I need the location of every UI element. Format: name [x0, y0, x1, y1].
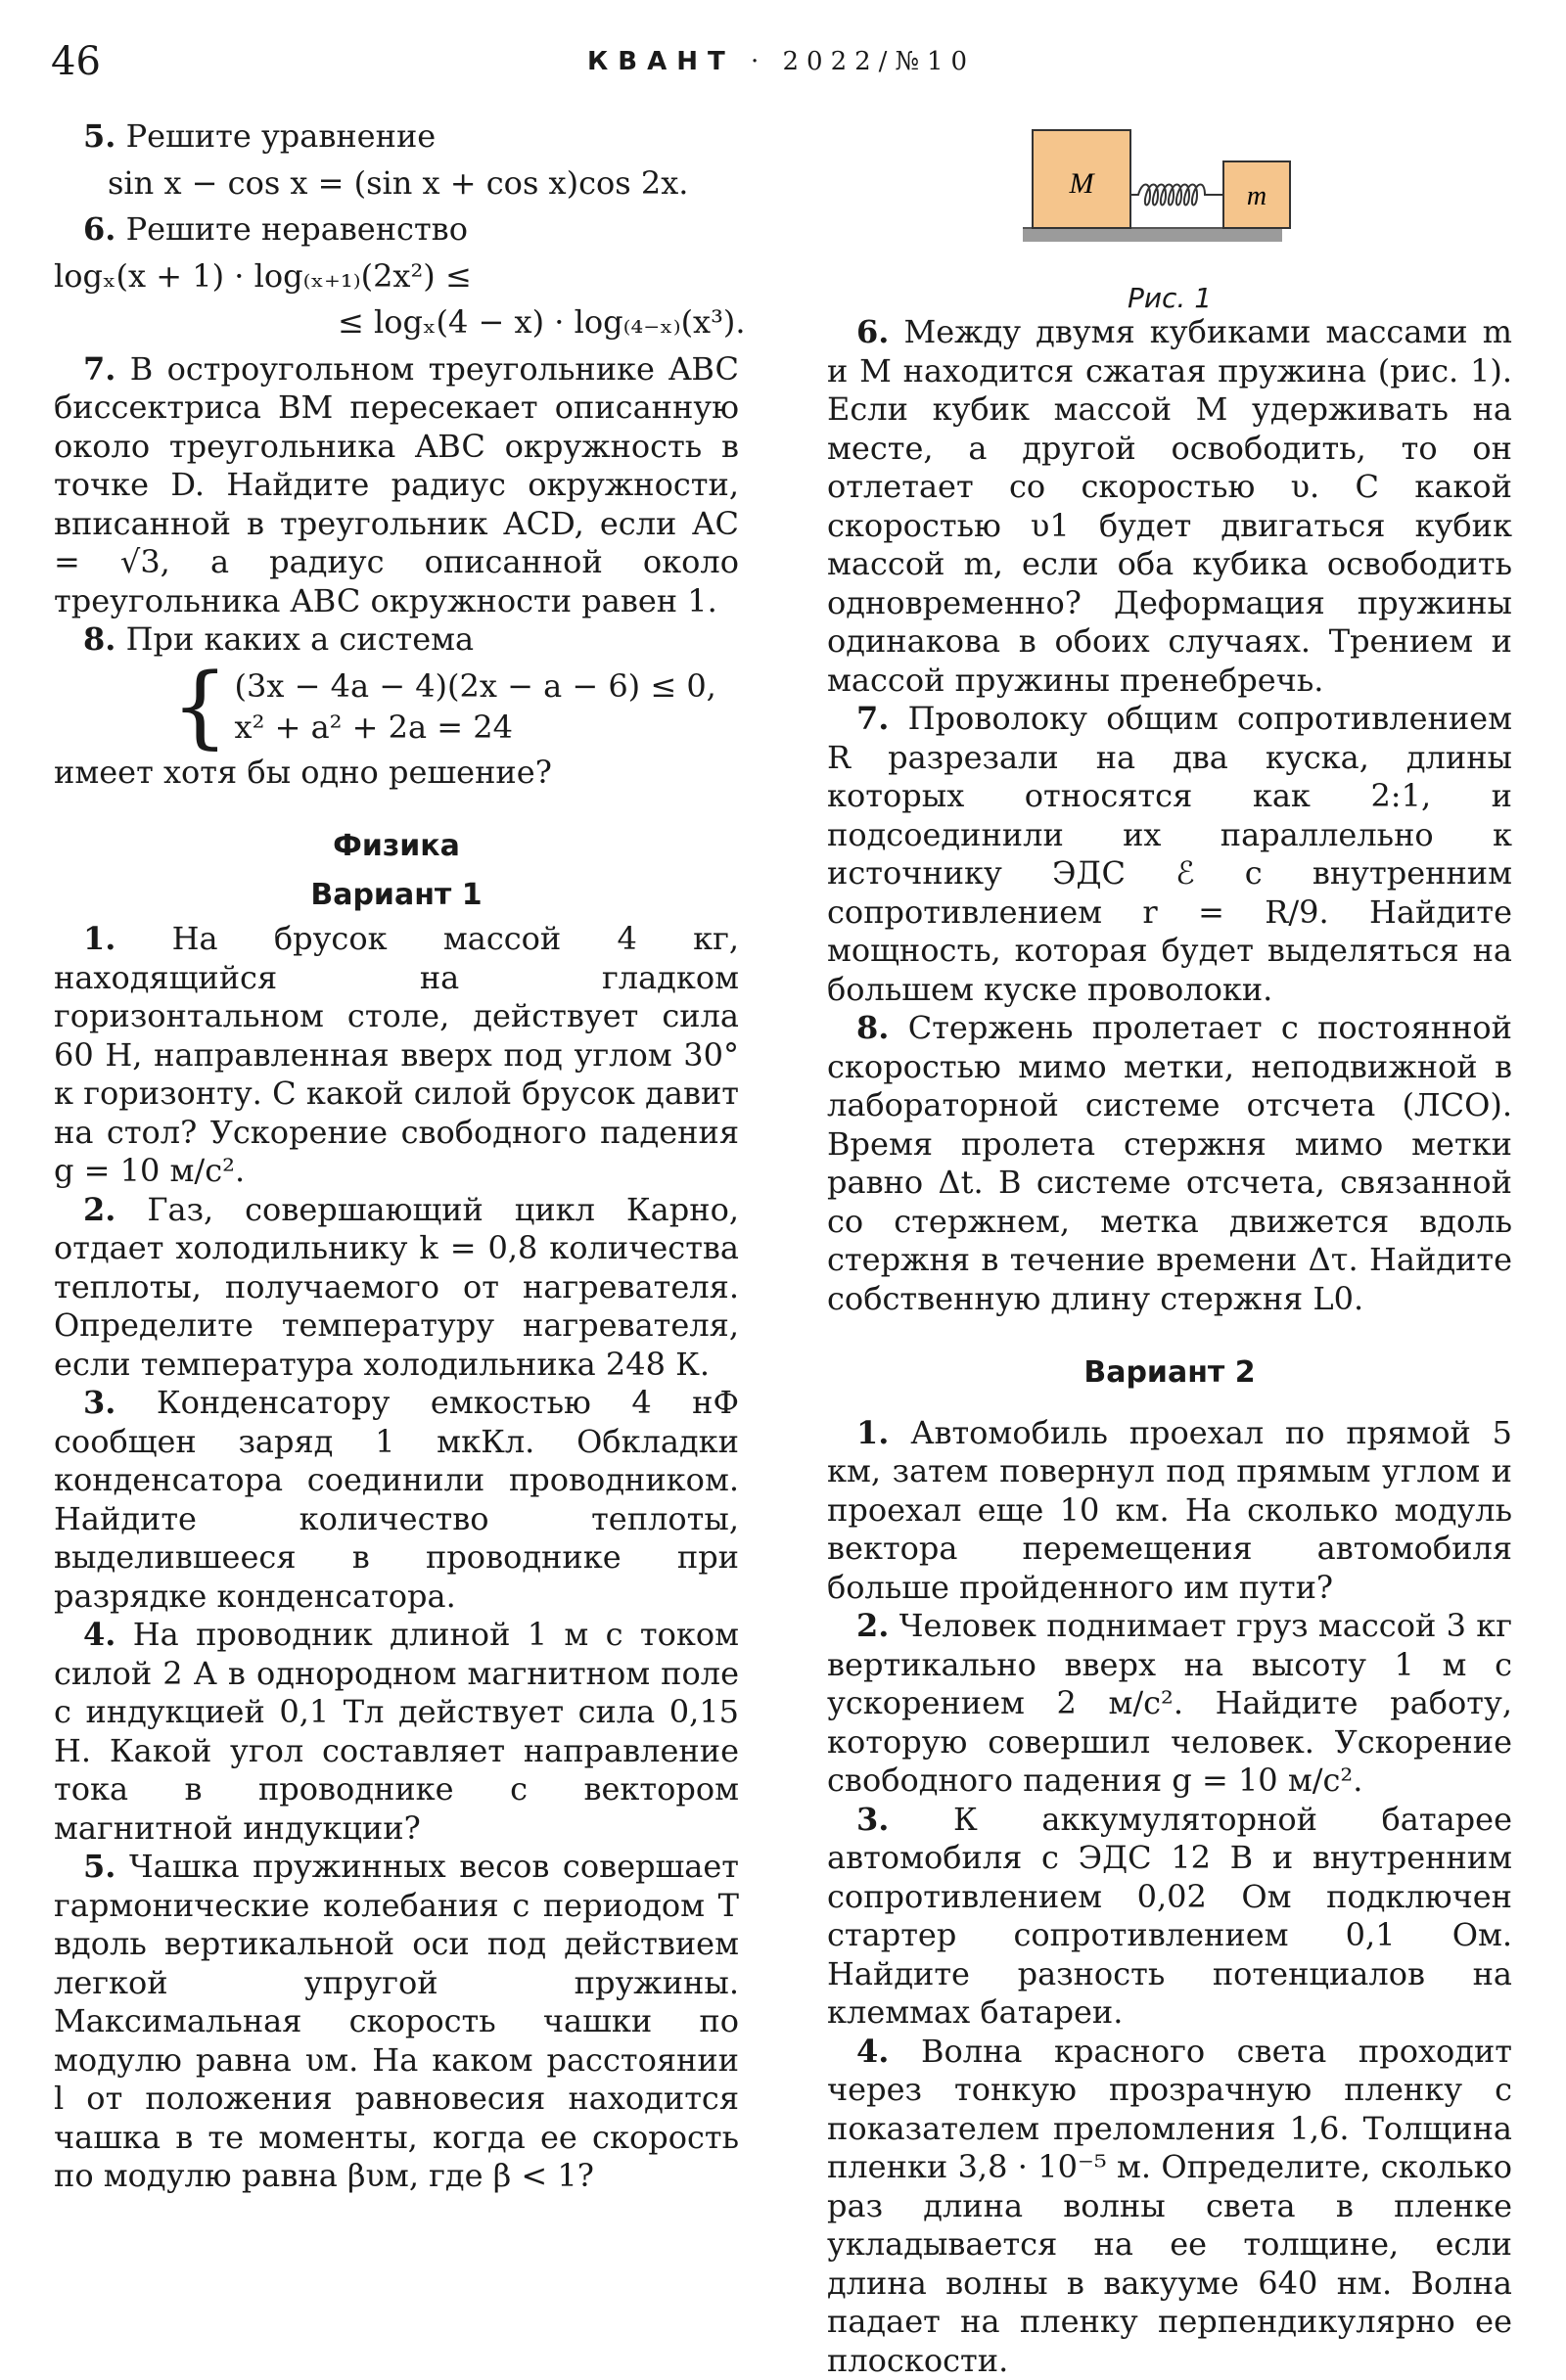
figure-caption: Рис. 1 [827, 279, 1512, 318]
system-of-equations [171, 665, 739, 748]
problem-number: 5. [83, 1848, 115, 1885]
journal-title [587, 47, 975, 76]
problem-number: 3. [856, 1801, 889, 1838]
problem-number: 3. [83, 1384, 115, 1421]
problem-text: На проводник длиной 1 м с током силой 2 А в однородном магнитном поле с индукцией 0,1 Тл действует сила 0,15 Н. Какой угол составляет направление тока в проводнике с вектором магнитной индукции? [54, 1616, 739, 1847]
problem-text: Чашка пружинных весов совершает гармонические колебания с периодом T вдоль вертикальной оси под действием легкой упругой пружины. Максимальная скорость чашки по модулю равна υм. На каком расстоянии l от положения равновесия находится чашка в те моменты, когда ее скорость по модулю равна βυм, где β < 1? [54, 1848, 739, 2194]
variant-2-title: Вариант 2 [827, 1353, 1512, 1393]
system-line-2: x² + a² + 2a = 24 [235, 707, 716, 748]
problem-number: 4. [856, 2033, 889, 2070]
problem-number: 2. [83, 1191, 115, 1228]
v1-problem-5 [54, 1848, 739, 2196]
brace-icon: { [171, 667, 229, 746]
v2-problem-3 [827, 1801, 1512, 2033]
problem-number: 2. [856, 1607, 889, 1644]
inequality-6-line2: ≤ logₓ(4 − x) · log₍₄₋ₓ₎(x³). [54, 303, 739, 343]
v2-problem-4 [827, 2033, 1512, 2380]
journal-name: КВАНТ [587, 47, 735, 76]
problem-8-tail: имеет хотя бы одно решение? [54, 754, 739, 793]
problem-number: 7. [856, 700, 889, 737]
problem-text: Стержень пролетает с постоянной скоростью мимо метки, неподвижной в лабораторной системе отсчета (ЛСО). Время пролета стержня мимо метки равно Δt. В системе отсчета, связанной со стержнем, метка движется вдоль стержня в течение времени Δτ. Найдите собственную длину стержня L0. [827, 1009, 1512, 1317]
v1-problem-7 [827, 700, 1512, 1009]
system-line-1: (3x − 4a − 4)(2x − a − 6) ≤ 0, [235, 665, 716, 707]
equation-5: sin x − cos x = (sin x + cos x)cos 2x. [54, 164, 739, 204]
problem-text: При каких a система [126, 620, 475, 658]
problem-text: В остроугольном треугольнике ABC биссектриса BM пересекает описанную около треугольника ABC окружность в точке D. Найдите радиус окружности, вписанной в треугольник ACD, если AC = √3, а радиус описанной около треугольника ABC окружности равен 1. [54, 350, 739, 619]
v1-problem-4 [54, 1616, 739, 1848]
spring [1130, 185, 1223, 206]
problem-text: Решите неравенство [126, 210, 468, 248]
issue-number: · 2022/№10 [751, 47, 975, 76]
problem-7 [54, 350, 739, 621]
inequality-6-line1: logₓ(x + 1) · log₍ₓ₊₁₎(2x²) ≤ [54, 257, 739, 297]
problem-number: 8. [83, 620, 115, 658]
problem-number: 8. [856, 1009, 889, 1046]
problem-text: Проволоку общим сопротивлением R разрезали на два куска, длины которых относятся как 2:1, и подсоединили их параллельно к источнику ЭДС ℰ с внутренним сопротивлением r = R/9. Найдите мощность, которая будет выделяться на большем куске проволоки. [827, 700, 1512, 1008]
problem-text: Человек поднимает груз массой 3 кг вертикально вверх на высоту 1 м с ускорением 2 м/c². Найдите работу, которую совершил человек. Ускорение свободного падения g = 10 м/c². [827, 1607, 1512, 1799]
v1-problem-6 [827, 313, 1512, 700]
label-M: M [1069, 167, 1096, 200]
problem-text: К аккумуляторной батарее автомобиля с ЭДС 12 В и внутренним сопротивлением 0,02 Ом подключен стартер сопротивлением 0,1 Ом. Найдите разность потенциалов на клеммах батареи. [827, 1801, 1512, 2032]
problem-number: 7. [83, 350, 115, 388]
problem-number: 4. [83, 1616, 115, 1653]
problem-number: 1. [83, 920, 115, 957]
problem-number: 6. [856, 313, 889, 350]
problem-text: Волна красного света проходит через тонкую прозрачную пленку с показателем преломления 1,6. Толщина пленки 3,8 · 10⁻⁵ м. Определите, сколько раз длина волны света в пленке укладывается на ее толщине, если длина волны в вакууме 640 нм. Волна падает на пленку перпендикулярно ее плоскости. [827, 2033, 1512, 2379]
label-m: m [1247, 181, 1267, 211]
problem-text: Решите уравнение [126, 117, 437, 155]
problem-text: Конденсатору емкостью 4 нФ сообщен заряд 1 мкКл. Обкладки конденсатора соединили проводником. Найдите количество теплоты, выделившееся в проводнике при разрядке конденсатора. [54, 1384, 739, 1615]
problem-8 [54, 620, 739, 660]
problem-6 [54, 210, 739, 250]
problem-5 [54, 117, 739, 157]
v2-problem-2 [827, 1607, 1512, 1801]
figure-1 [827, 122, 1512, 313]
floor-surface [1023, 228, 1282, 242]
problem-text: На брусок массой 4 кг, находящийся на гладком горизонтальном столе, действует сила 60 Н, направленная вверх под углом 30° к горизонту. С какой силой брусок давит на стол? Ускорение свободного падения g = 10 м/c². [54, 920, 739, 1189]
left-column [54, 117, 739, 2196]
problem-number: 6. [83, 210, 115, 248]
problem-number: 5. [83, 117, 115, 155]
problem-text: Автомобиль проехал по прямой 5 км, затем повернул под прямым углом и проехал еще 10 км. На сколько модуль вектора перемещения автомобиля больше пройденного им пути? [827, 1414, 1512, 1606]
section-title-physics: Физика [54, 827, 739, 866]
page-number: 46 [51, 39, 101, 84]
problem-text: Газ, совершающий цикл Карно, отдает холодильнику k = 0,8 количества теплоты, получаемого от нагревателя. Определите температуру нагревателя, если температура холодильника 248 К. [54, 1191, 739, 1383]
spring-blocks-diagram [827, 122, 1512, 269]
v1-problem-1 [54, 920, 739, 1191]
v2-problem-1 [827, 1414, 1512, 1608]
problem-text: Между двумя кубиками массами m и M находится сжатая пружина (рис. 1). Если кубик массой M удерживать на месте, а другой освободить, то он отлетает со скоростью υ. С какой скоростью υ1 будет двигаться кубик массой m, если оба кубика освободить одновременно? Деформация пружины одинакова в обоих случаях. Трением и массой пружины пренебречь. [827, 313, 1512, 699]
problem-number: 1. [856, 1414, 889, 1451]
variant-1-title: Вариант 1 [54, 876, 739, 915]
page-header [0, 39, 1566, 88]
v1-problem-2 [54, 1191, 739, 1385]
v1-problem-8 [827, 1009, 1512, 1318]
v1-problem-3 [54, 1384, 739, 1616]
right-column [827, 122, 1512, 2380]
